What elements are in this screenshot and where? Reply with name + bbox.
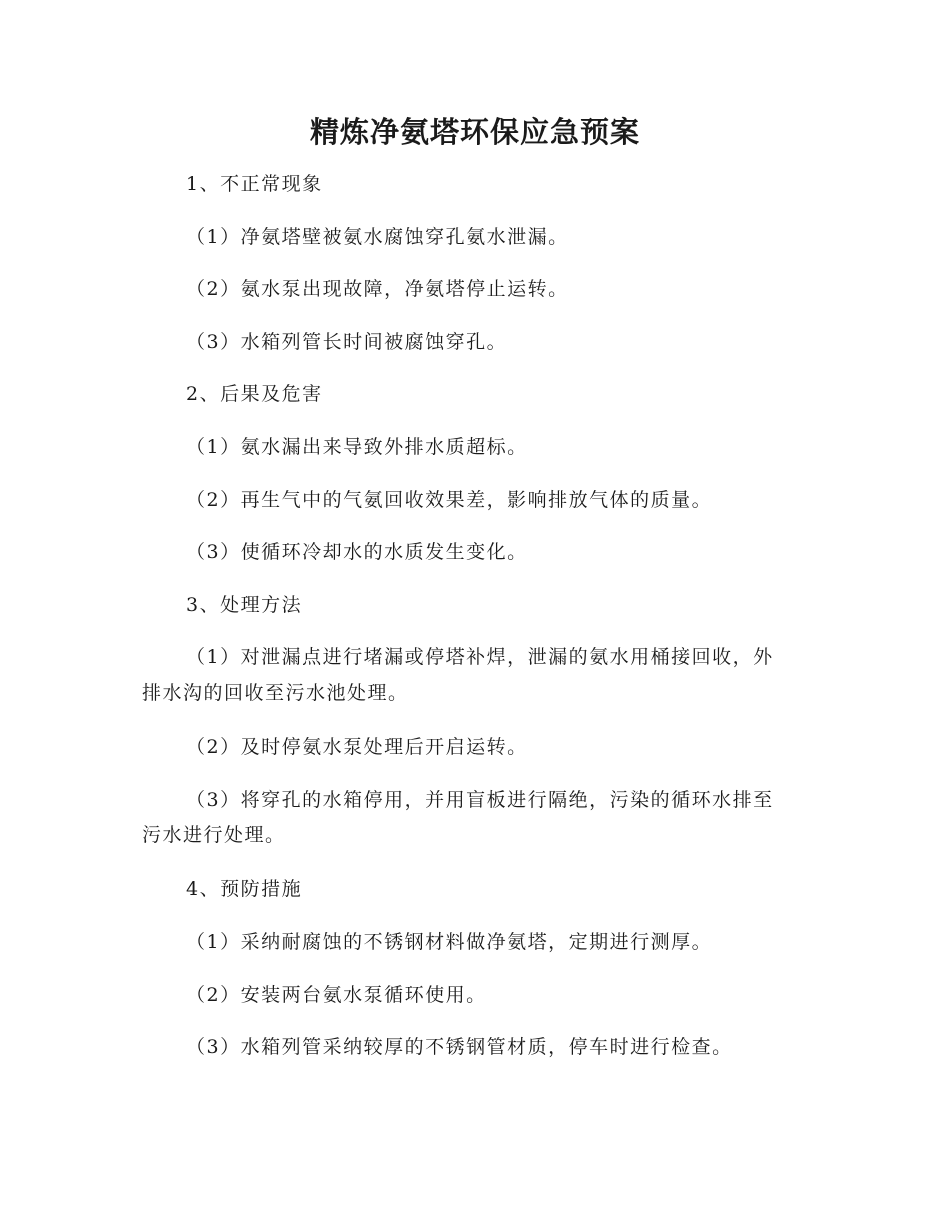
section-3-item-3: （3）将穿孔的水箱停用，并用盲板进行隔绝，污染的循环水排至 bbox=[186, 789, 774, 811]
document-title: 精炼净氨塔环保应急预案 bbox=[309, 115, 640, 149]
section-2-item-1: （1）氨水漏出来导致外排水质超标。 bbox=[186, 436, 528, 458]
section-3-item-1: （1）对泄漏点进行堵漏或停塔补焊，泄漏的氨水用桶接回收，外 bbox=[186, 646, 774, 668]
section-4-item-1: （1）采纳耐腐蚀的不锈钢材料做净氨塔，定期进行测厚。 bbox=[186, 931, 713, 953]
section-3-item-1-continued: 排水沟的回收至污水池处理。 bbox=[142, 682, 409, 704]
section-1-item-3: （3）水箱列管长时间被腐蚀穿孔。 bbox=[186, 331, 508, 353]
section-1-item-1: （1）净氨塔壁被氨水腐蚀穿孔氨水泄漏。 bbox=[186, 226, 569, 248]
section-2-item-2: （2）再生气中的气氨回收效果差，影响排放气体的质量。 bbox=[186, 489, 713, 511]
section-2-item-3: （3）使循环冷却水的水质发生变化。 bbox=[186, 541, 528, 563]
section-heading-4: 4、预防措施 bbox=[186, 878, 303, 900]
section-heading-2: 2、后果及危害 bbox=[186, 383, 323, 405]
section-3-item-2: （2）及时停氨水泵处理后开启运转。 bbox=[186, 736, 528, 758]
section-1-item-2: （2）氨水泵出现故障，净氨塔停止运转。 bbox=[186, 278, 569, 300]
section-heading-1: 1、不正常现象 bbox=[186, 173, 323, 195]
section-4-item-2: （2）安装两台氨水泵循环使用。 bbox=[186, 984, 487, 1006]
section-3-item-3-continued: 污水进行处理。 bbox=[142, 824, 286, 846]
section-4-item-3: （3）水箱列管采纳较厚的不锈钢管材质，停车时进行检查。 bbox=[186, 1036, 733, 1058]
section-heading-3: 3、处理方法 bbox=[186, 594, 303, 616]
